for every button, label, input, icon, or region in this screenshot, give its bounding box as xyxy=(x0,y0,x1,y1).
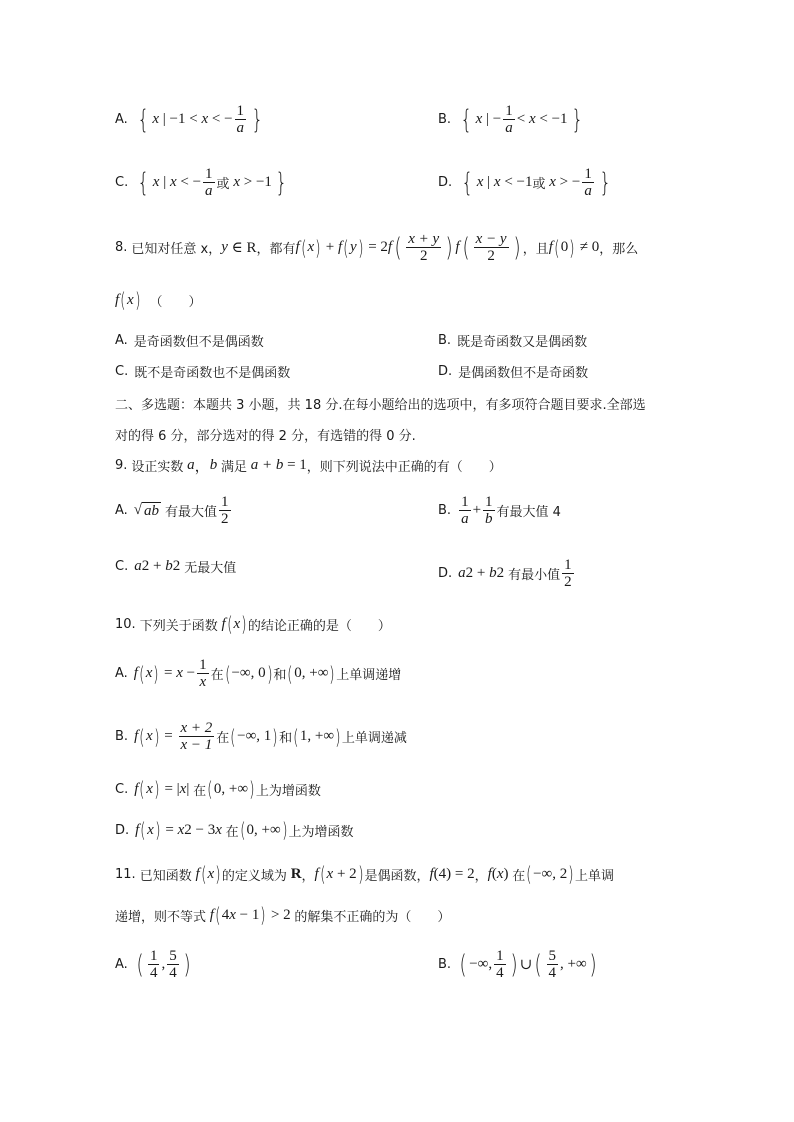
q7-option-d: D. { x | x < −1 或 x > − $\frac{1}{a}$ } xyxy=(438,166,611,199)
option-label: D. xyxy=(115,822,130,838)
question-number: 11. xyxy=(115,866,136,882)
q7-option-c: C. { x | x < − $\frac{1}{a}$ 或 x > −1 } xyxy=(115,166,287,199)
q9-option-d: D. a 2 + b 2 有最小值 $\frac{1}{2}$ xyxy=(438,557,572,590)
option-label: B. xyxy=(438,503,452,518)
option-label: A. xyxy=(115,503,128,518)
question-number: 8. xyxy=(115,240,128,255)
option-label: D. xyxy=(438,566,453,581)
option-text: 在 xyxy=(193,783,207,799)
q8-stem-line2: f ( x ) （ ） xyxy=(115,288,202,312)
option-label: C. xyxy=(115,559,129,574)
option-label: A. xyxy=(115,112,128,127)
option-text: 是奇函数但不是偶函数 xyxy=(133,335,264,350)
option-text: 既是奇函数又是偶函数 xyxy=(457,335,588,350)
q10-option-d: D. f ( x ) = x 2 − 3 x 在 ( 0, +∞ ) 上为增函数 xyxy=(115,818,354,842)
q10-stem: 10. 下列关于函数 f ( x ) 的结论正确的是（ ） xyxy=(115,612,391,636)
section-text: 二、多选题：本题共 3 小题，共 18 分.在每小题给出的选项中，有多项符合题目要求.全部选 xyxy=(115,398,646,413)
option-label: A. xyxy=(115,333,128,348)
option-text: 有最大值 4 xyxy=(496,505,561,520)
q10-option-c: C. f ( x ) = | x | 在 ( 0, +∞ ) 上为增函数 xyxy=(115,777,321,801)
option-text: 在 xyxy=(210,668,224,683)
option-text: 有最小值 xyxy=(508,568,561,583)
q11-text: 递增，则不等式 xyxy=(115,909,207,925)
q8-text: 已知对任意 x， xyxy=(131,242,222,257)
option-label: B. xyxy=(115,729,129,744)
q10-option-b: B. f ( x ) = $\frac{x + 2}{x - 1}$ 在 ( −∞, 1 ) 和 ( 1, +∞ ) 上单调递减 xyxy=(115,720,407,753)
q8-option-c xyxy=(115,362,290,381)
option-text: 在 xyxy=(216,731,230,746)
q8-option-b xyxy=(438,331,587,350)
q9-option-a: A. √ ab 有最大值 $\frac{1}{2}$ xyxy=(115,494,229,527)
q11-option-b: B. ( −∞, $\frac{1}{4}$ ) ∪ ( $\frac{5}{4}$ , +∞ ) xyxy=(438,948,597,981)
option-text: 是偶函数但不是奇函数 xyxy=(458,366,589,381)
q7-option-a: A. { x | −1 < x < − $\frac{1}{a}$ } xyxy=(115,103,264,136)
option-text: 上单调递减 xyxy=(341,731,407,746)
section-heading xyxy=(115,394,646,413)
q9-option-b: B. $\frac{1}{a}$ + $\frac{1}{b}$ 有最大值 4 xyxy=(438,494,561,527)
q8-option-a xyxy=(115,331,264,350)
option-label: B. xyxy=(438,333,452,348)
q11-stem: 11. 已知函数 f ( x ) 的定义域为 R ， f ( x + 2 ) 是偶函数， f (4) = 2 ， f ( x ) 在 ( −∞, 2 ) 上单调 xyxy=(115,862,615,886)
question-number: 10. xyxy=(115,616,136,632)
option-label: B. xyxy=(438,957,452,972)
q9-stem: 9. 设正实数 a ， b 满足 a + b = 1 ，则下列说法中正确的有（ ） xyxy=(115,457,502,475)
q10-text: 下列关于函数 xyxy=(139,618,218,634)
option-label: D. xyxy=(438,364,453,379)
q11-text: ， xyxy=(301,868,315,884)
option-label: C. xyxy=(115,781,129,797)
option-label: C. xyxy=(115,175,129,190)
q11-text: 已知函数 xyxy=(139,868,192,884)
option-text: 上为增函数 xyxy=(255,783,321,799)
q9-option-c: C. a 2 + b 2 无最大值 xyxy=(115,558,237,576)
q9-text: 满足 xyxy=(220,460,247,475)
q7-option-b: B. { x | − $\frac{1}{a}$ < x < −1 } xyxy=(438,103,583,136)
or-text: 或 xyxy=(216,177,230,192)
option-text: 和 xyxy=(279,731,293,746)
option-label: B. xyxy=(438,112,452,127)
q11-text: 是偶函数， xyxy=(364,868,430,884)
q9-text: 设正实数 xyxy=(131,460,184,475)
question-number: 9. xyxy=(115,458,128,473)
answer-paren: （ ） xyxy=(149,294,202,310)
q8-text: ，那么 xyxy=(599,242,639,257)
option-text: 上单调递增 xyxy=(336,668,402,683)
option-label: C. xyxy=(115,364,129,379)
or-text: 或 xyxy=(532,177,546,192)
option-text: 上为增函数 xyxy=(288,824,354,840)
option-label: D. xyxy=(438,175,453,190)
section-text: 对的得 6 分，部分选对的得 2 分，有选错的得 0 分. xyxy=(115,429,416,444)
q11-text: 上单调 xyxy=(575,868,615,884)
q8-text: ，且 xyxy=(522,242,549,257)
q10-text: 的结论正确的是（ ） xyxy=(247,618,391,634)
q8-text: ，都有 xyxy=(256,242,296,257)
q10-option-a: A. f ( x ) = x − $\frac{1}{x}$ 在 ( −∞, 0 ) 和 ( 0, +∞ ) 上单调递增 xyxy=(115,657,402,690)
option-label: A. xyxy=(115,957,128,972)
q11-text: 的定义域为 xyxy=(221,868,287,884)
q11-text: ， xyxy=(474,868,488,884)
option-text: 无最大值 xyxy=(184,561,237,576)
option-text: 和 xyxy=(273,668,287,683)
q8-stem: 8. 已知对任意 x， y ∈ R ，都有 f ( x ) + f ( y ) = 2 f ( $\frac{x + y}{2}$ ) f ( $\frac{x - y}{2}$ ) ，且 f ( 0 ) ≠ 0 ，那么 xyxy=(115,231,639,264)
option-text: 在 xyxy=(225,824,239,840)
q8-option-d xyxy=(438,362,588,381)
q9-text: ，则下列说法中正确的有（ ） xyxy=(306,460,502,475)
q11-stem-line2: 递增，则不等式 f ( 4 x − 1 ) > 2 的解集不正确的为（ ） xyxy=(115,903,451,927)
q11-text: 在 xyxy=(512,868,526,884)
option-label: A. xyxy=(115,666,128,681)
option-text: 有最大值 xyxy=(165,505,218,520)
option-text: 既不是奇函数也不是偶函数 xyxy=(134,366,291,381)
q11-text: 的解集不正确的为（ ） xyxy=(294,909,451,925)
section-heading-line2 xyxy=(115,425,416,444)
q11-option-a: A. ( $\frac{1}{4}$ , $\frac{5}{4}$ ) xyxy=(115,948,191,981)
